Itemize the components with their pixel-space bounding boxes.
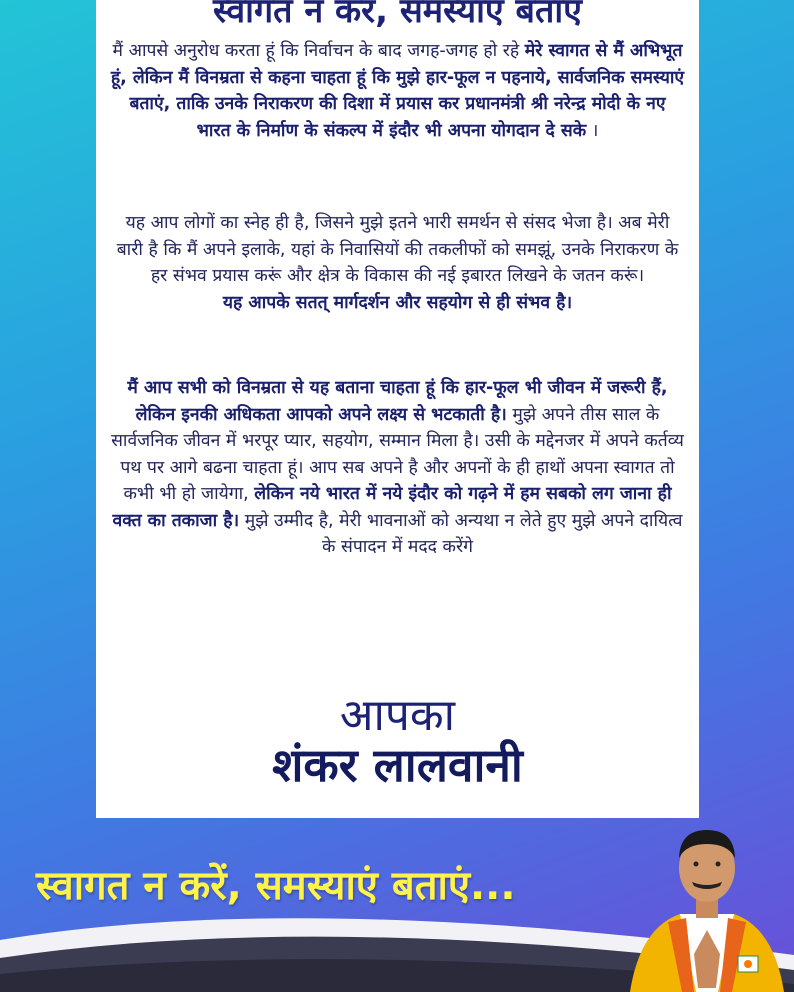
paragraph-request-intro: मैं आपसे अनुरोध करता हूं कि निर्वाचन के बाद जगह-जगह हो रहे <box>112 41 525 61</box>
paragraph-request <box>110 38 685 144</box>
paragraph-gratitude-bold: यह आपके सतत् मार्गदर्शन और सहयोग से ही संभव है। <box>222 292 573 313</box>
paragraph-request-bold: मेरे स्वागत से मैं अभिभूत हूं, लेकिन मैं विनम्रता से कहना चाहता हूं कि मुझे हार-फूल न पहनाये, सार्वजनिक समस्याएं बताएं, ताकि उनके निराकरण की दिशा में प्रयास कर प्रधानमंत्री श्री नरेन्द्र मोदी के नए भारत के निर्माण के संकल्प में इंदौर भी अपना योगदान दे सके <box>110 41 685 141</box>
signature-name: शंकर लालवानी <box>272 738 523 792</box>
portrait-photo <box>620 818 794 992</box>
paragraph-appeal-bold-2: लेकिन नये भारत में नये इंदौर को गढ़ने में हम सबको लग जाना ही वक्त का तकाजा है। <box>112 484 672 531</box>
paragraph-request-end: । <box>586 120 599 141</box>
letter-headline: स्वागत न कर, समस्याए बताए <box>213 0 582 31</box>
paragraph-gratitude-body: यह आप लोगों का स्नेह ही है, जिसने मुझे इतने भारी समर्थन से संसद भेजा है। अब मेरी बारी है कि मैं अपने इलाके, यहां के निवासियों की तकलीफों को समझूं, उनके निराकरण के हर संभव प्रयास करूं और क्षेत्र के विकास की नई इबारत लिखने के जतन करूं। <box>116 213 679 286</box>
paragraph-appeal-body-1: मुझे अपने तीस साल के सार्वजनिक जीवन में भरपूर प्यार, सहयोग, सम्मान मिला है। उसी के मद्देनजर में अपने कर्तव्य पथ पर आगे बढना चाहता हूं। आप सब अपने है और अपनों के ही हाथों अपना स्वागत तो कभी भी हो जायेगा, <box>111 404 684 504</box>
letter-card <box>96 0 699 818</box>
party-emblem-icon <box>738 956 758 972</box>
paragraph-appeal <box>110 375 685 561</box>
closing-text: आपका <box>339 690 456 741</box>
paragraph-appeal-body-2: मुझे उम्मीद है, मेरी भावनाओं को अन्यथा न लेते हुए मुझे अपने दायित्व के संपादन में मदद करेंगे <box>239 510 683 557</box>
paragraph-gratitude <box>110 210 685 316</box>
paragraph-appeal-bold-1: मैं आप सभी को विनम्रता से यह बताना चाहता हूं कि हार-फूल भी जीवन में जरूरी हैं, लेकिन इनकी अधिकता आपको अपने लक्ष्य से भटकाती है। <box>127 378 668 425</box>
bottom-slogan: स्वागत न करें, समस्याएं बताएं... <box>36 863 516 909</box>
